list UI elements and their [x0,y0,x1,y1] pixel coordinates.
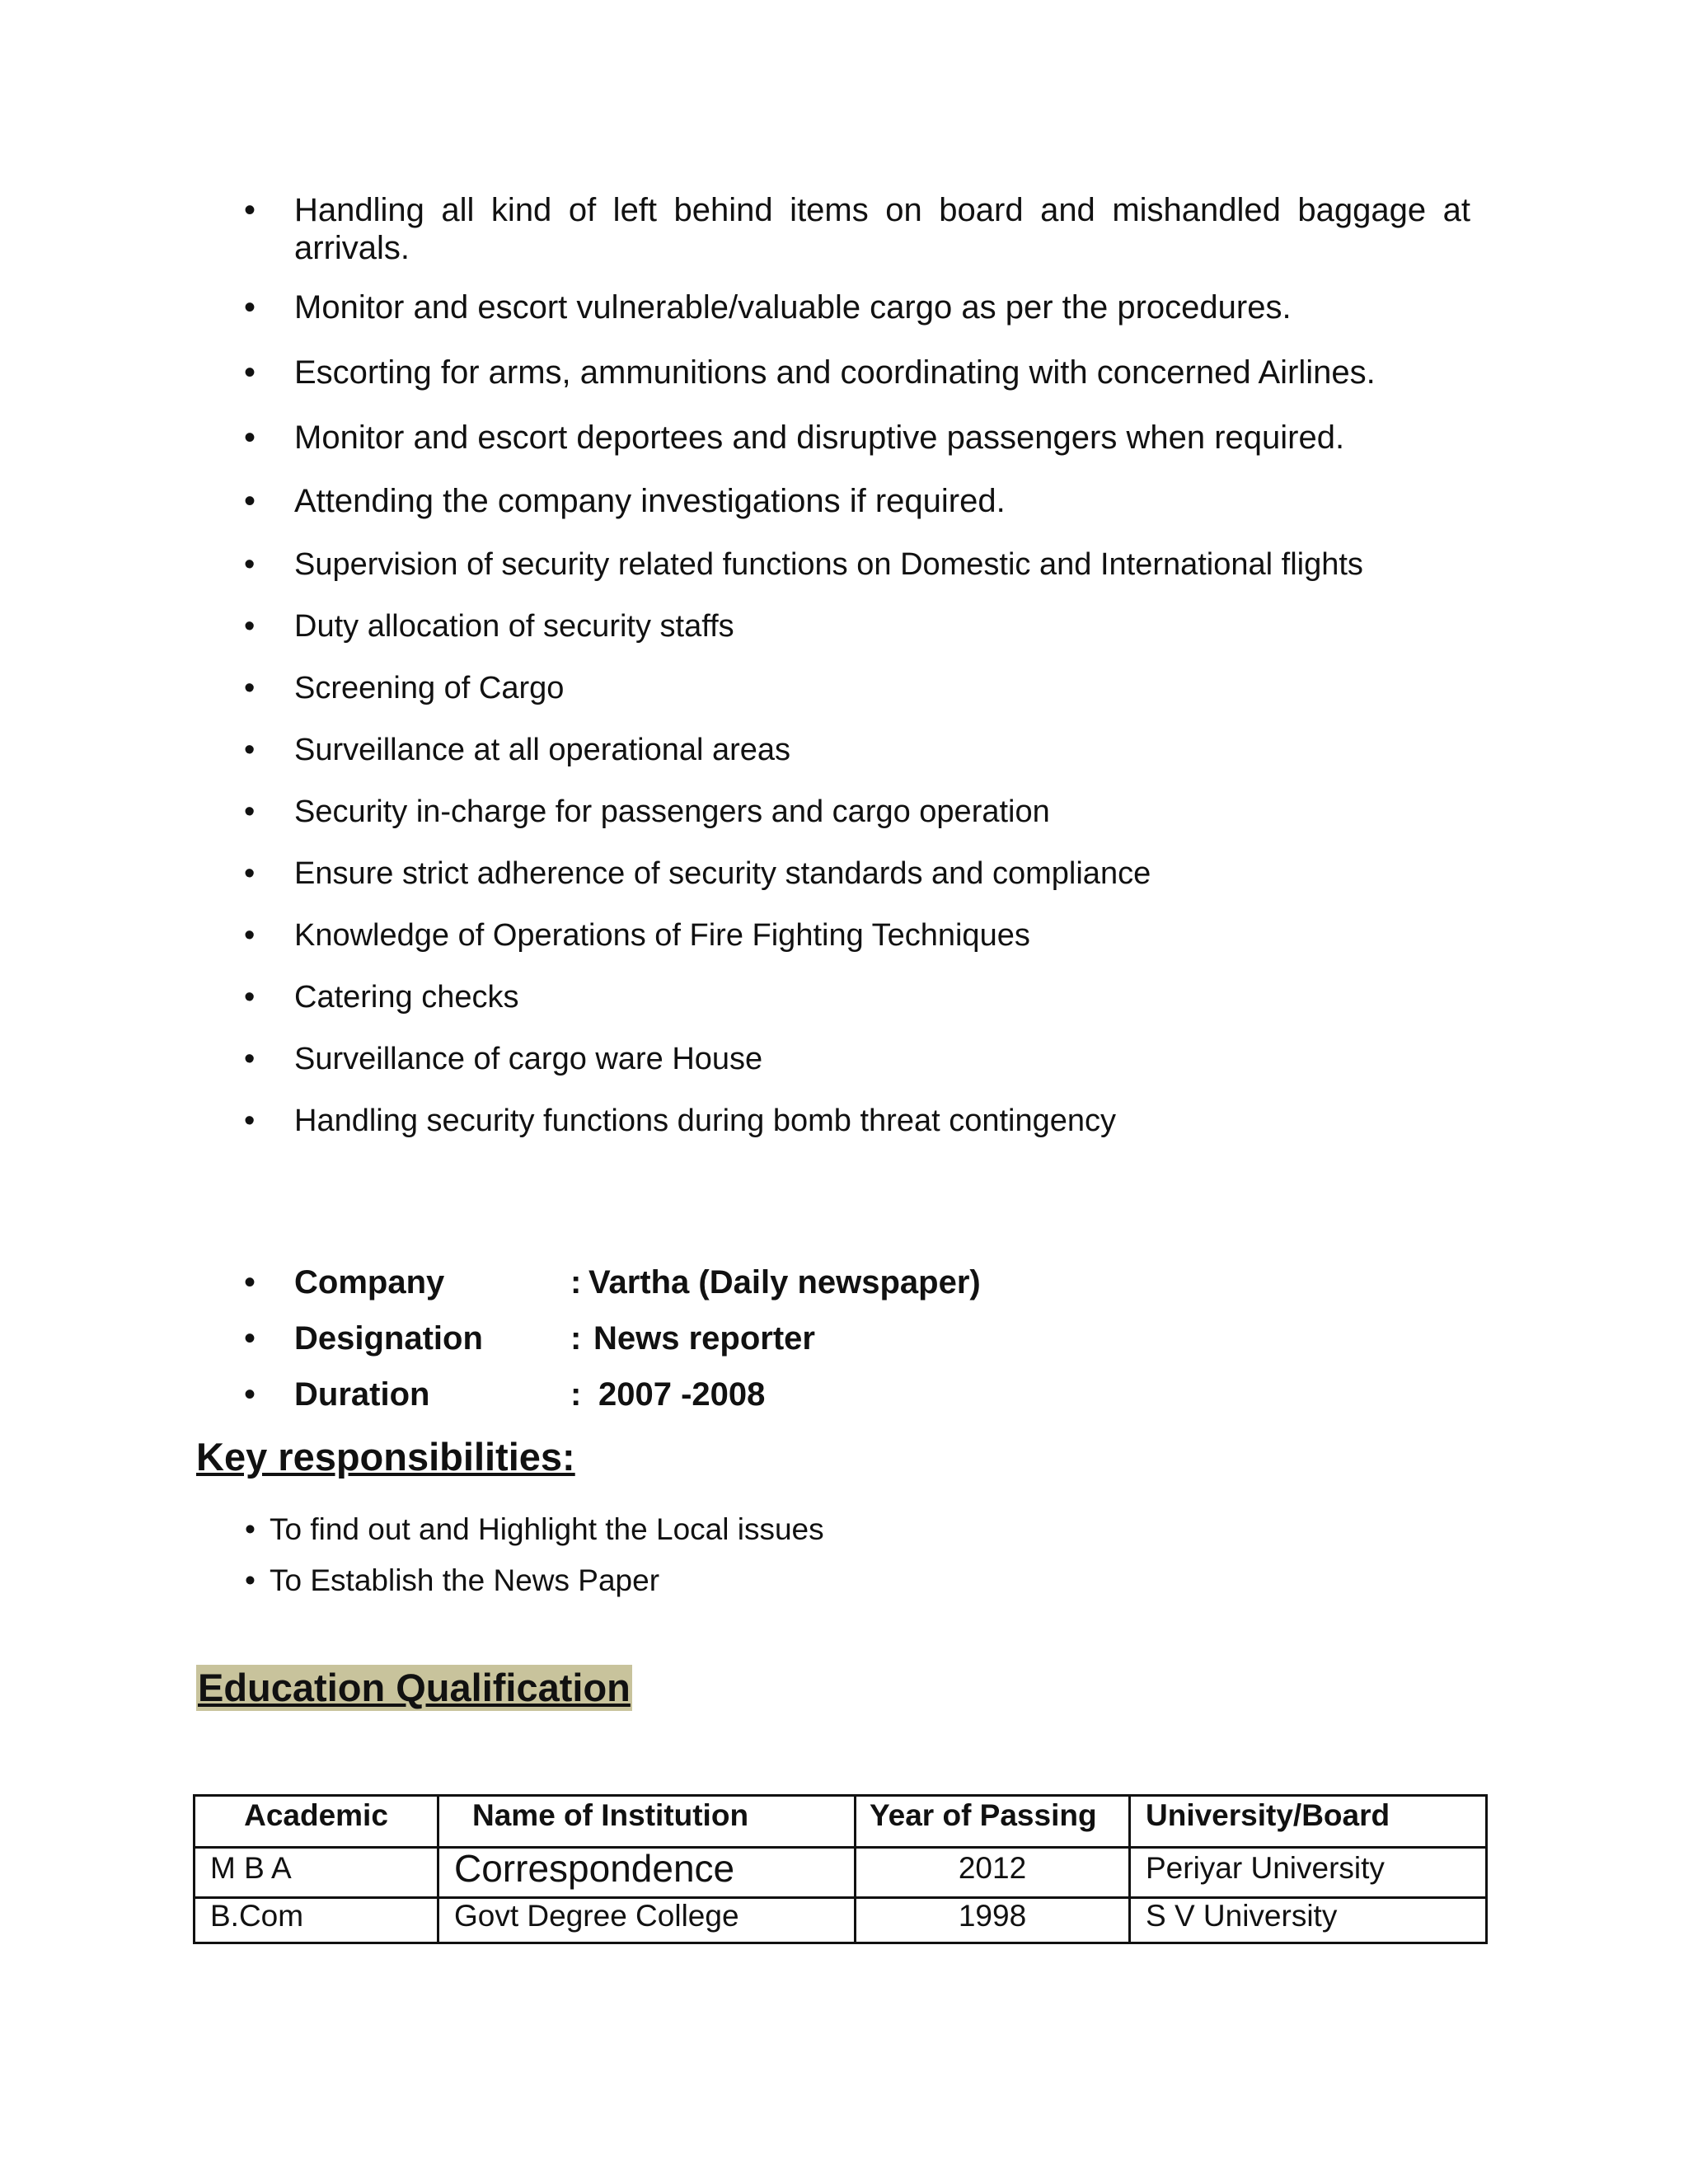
duty-item [0,607,1688,669]
bullet-icon: • [244,856,256,891]
duty-text: Handling security functions during bomb threat contingency [294,1104,1117,1138]
bullet-icon: • [244,1320,256,1357]
duration-label: Duration [294,1376,430,1413]
bullet-icon: • [244,1104,256,1138]
bullet-icon: • [244,609,256,644]
duty-item [0,731,1688,793]
duty-item [0,546,1688,607]
bullet-icon: • [244,1376,256,1413]
duties-list [0,191,1688,1164]
bullet-icon: • [244,794,256,829]
designation-value: News reporter [593,1320,815,1357]
bullet-icon: • [244,1042,256,1076]
separator: : [570,1264,582,1301]
table-row [195,1898,1487,1943]
duty-item [0,419,1688,482]
bullet-icon: • [245,1512,256,1546]
bullet-icon: • [244,354,256,391]
separator: : [570,1320,582,1357]
duty-item [0,482,1688,546]
duty-item [0,793,1688,855]
education-table [193,1794,1488,1944]
column-header: Academic [195,1796,438,1848]
duty-text: Attending the company investigations if required. [294,483,1006,519]
responsibility-text: To Establish the News Paper [270,1563,660,1597]
duty-item [0,855,1688,916]
column-header: University/Board [1130,1796,1487,1848]
bullet-icon: • [244,733,256,767]
bullet-icon: • [244,980,256,1015]
duty-text: Duty allocation of security staffs [294,609,734,644]
bullet-icon: • [244,192,256,228]
duty-item [0,978,1688,1040]
bullet-icon: • [244,419,256,456]
duty-item [0,354,1688,419]
duty-text: Catering checks [294,980,519,1015]
bullet-icon: • [244,1264,256,1301]
table-cell: B.Com [195,1898,438,1943]
table-header-row [195,1796,1487,1848]
duty-text: Surveillance of cargo ware House [294,1042,763,1076]
education-heading: Education Qualification [198,1666,631,1709]
duty-text: Handling all kind of left behind items on board and mishandled baggage at arrivals. [294,192,1470,266]
duty-item [0,1040,1688,1102]
table-cell: Govt Degree College [438,1898,856,1943]
table-cell: 1998 [856,1898,1130,1943]
responsibility-text: To find out and Highlight the Local issues [270,1512,824,1546]
duty-text: Knowledge of Operations of Fire Fighting Techniques [294,918,1030,953]
bullet-icon: • [244,547,256,582]
column-header: Name of Institution [438,1796,856,1848]
bullet-icon: • [244,918,256,953]
company-value: Vartha (Daily newspaper) [588,1264,981,1301]
bullet-icon: • [244,671,256,705]
bullet-icon: • [245,1563,256,1597]
duty-text: Monitor and escort deportees and disruptive passengers when required. [294,419,1345,456]
table-cell: Periyar University [1130,1848,1487,1898]
key-responsibilities-heading: Key responsibilities: [196,1435,575,1479]
table-cell: 2012 [856,1848,1130,1898]
duration-value: 2007 -2008 [598,1376,766,1413]
duty-text: Supervision of security related functions on Domestic and International flights [294,547,1363,582]
bullet-icon: • [244,483,256,519]
table-cell: S V University [1130,1898,1487,1943]
duty-text: Security in-charge for passengers and cargo operation [294,794,1050,829]
bullet-icon: • [244,289,256,326]
duty-text: Escorting for arms, ammunitions and coordinating with concerned Airlines. [294,354,1376,391]
duty-text: Surveillance at all operational areas [294,733,791,767]
duty-item [0,916,1688,978]
duty-item [0,1102,1688,1164]
duty-text: Monitor and escort vulnerable/valuable cargo as per the procedures. [294,289,1292,326]
table-row [195,1848,1487,1898]
designation-label: Designation [294,1320,483,1357]
table-cell: M B A [195,1848,438,1898]
duty-item [0,191,1688,288]
duty-text: Ensure strict adherence of security standards and compliance [294,856,1151,891]
table-cell: Correspondence [438,1848,856,1898]
column-header: Year of Passing [856,1796,1130,1848]
company-label: Company [294,1264,445,1301]
duty-text: Screening of Cargo [294,671,565,705]
separator: : [570,1376,582,1413]
duty-item [0,669,1688,731]
duty-item [0,288,1688,354]
